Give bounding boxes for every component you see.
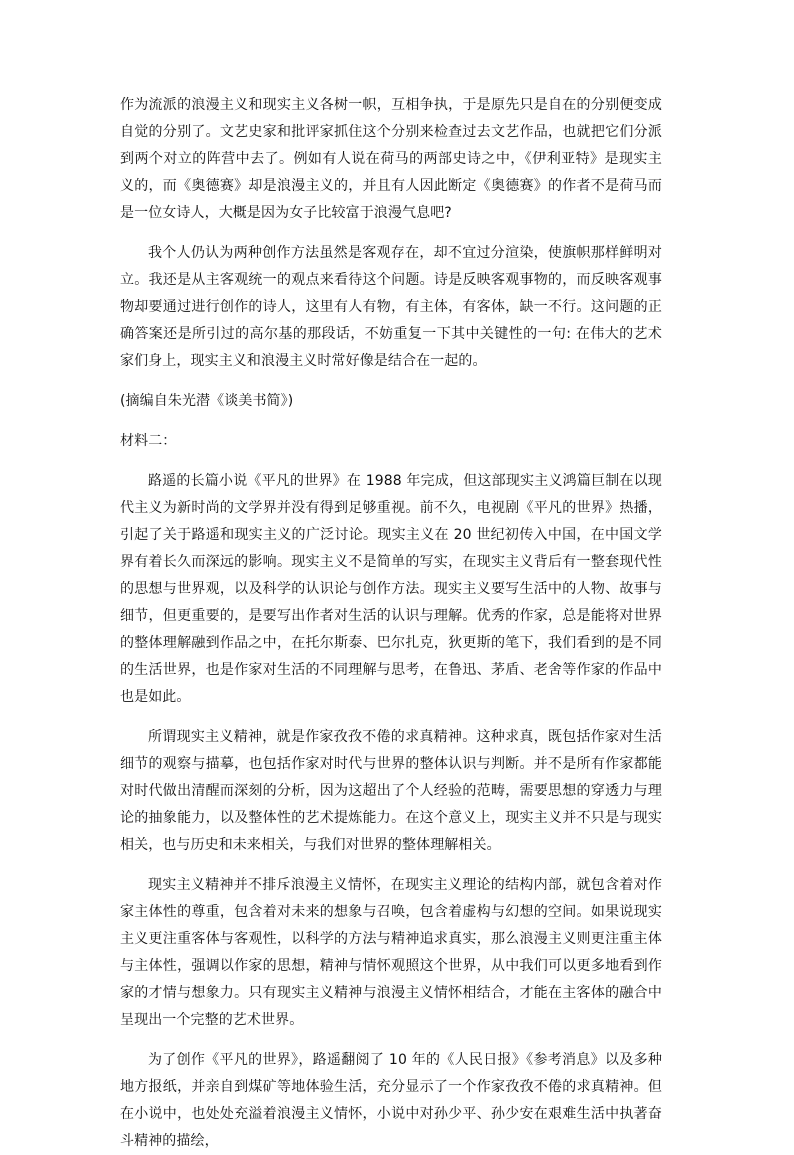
source-citation: (摘编自朱光潜《谈美书简》) [120, 393, 294, 409]
paragraph-4: 所谓现实主义精神，就是作家孜孜不倦的求真精神。这种求真，既包括作家对生活细节的观察与描摹，也包括作家对时代与世界的整体认识与判断。并不是所有作家都能对时代做出清醒而深刻的分析，因为这超出了个人经验的范畴，需要思想的穿透力与理论的抽象能力，以及整体性的艺术提炼能力。在这个意义上，现实主义并不只是与现实相关，也与历史和未来相关，与我们对世界的整体理解相关。 [120, 729, 662, 853]
paragraph-3: 路遥的长篇小说《平凡的世界》在 1988 年完成，但这部现实主义鸿篇巨制在以现代主义为新时尚的文学界并没有得到足够重视。前不久，电视剧《平凡的世界》热播，引起了关于路遥和现实主义的广泛讨论。现实主义在 20 世纪初传入中国，在中国文学界有着长久而深远的影响。现实主义不是简单的写实，在现实主义背后有一整套现代性的思想与世界观，以及科学的认识论与创作方法。现实主义要写生活中的人物、故事与细节，但更重要的，是要写出作者对生活的认识与理解。优秀的作家，总是能将对世界的整体理解融到作品之中，在托尔斯泰、巴尔扎克，狄更斯的笔下，我们看到的是不同的生活世界，也是作家对生活的不同理解与思考，在鲁迅、茅盾、老舍等作家的作品中也是如此。 [120, 473, 662, 705]
paragraph-2: 我个人仍认为两种创作方法虽然是客观存在，却不宜过分渲染，使旗帜那样鲜明对立。我还是从主客观统一的观点来看待这个问题。诗是反映客观事物的，而反映客观事物却要通过进行创作的诗人，这里有人有物，有主体，有客体，缺一不行。这问题的正确答案还是所引过的高尔基的那段话，不妨重复一下其中关键性的一句: 在伟大的艺术家们身上，现实主义和浪漫主义时常好像是结合在一起的。 [120, 245, 662, 369]
paragraph-6: 为了创作《平凡的世界》，路遥翻阅了 10 年的《人民日报》《参考消息》以及多种地方报纸，并亲自到煤矿等地体验生活，充分显示了一个作家孜孜不倦的求真精神。但在小说中，也处处充溢着浪漫主义情怀，小说中对孙少平、孙少安在艰难生活中执著奋斗精神的描绘， [120, 1052, 662, 1149]
section-heading-material-2: 材料二： [120, 433, 177, 449]
document-page [120, 92, 662, 1155]
paragraph-1: 作为流派的浪漫主义和现实主义各树一帜，互相争执，于是原先只是自在的分别便变成自觉的分别了。文艺史家和批评家抓住这个分别来检查过去文艺作品，也就把它们分派到两个对立的阵营中去了。例如有人说在荷马的两部史诗之中，《伊利亚特》是现实主义的，而《奥德赛》却是浪漫主义的，并且有人因此断定《奥德赛》的作者不是荷马而是一位女诗人，大概是因为女子比较富于浪漫气息吧? [120, 97, 662, 221]
paragraph-5: 现实主义精神并不排斥浪漫主义情怀，在现实主义理论的结构内部，就包含着对作家主体性的尊重，包含着对未来的想象与召唤，包含着虚构与幻想的空间。如果说现实主义更注重客体与客观性，以科学的方法与精神追求真实，那么浪漫主义则更注重主体与主体性，强调以作家的思想，精神与情怀观照这个世界，从中我们可以更多地看到作家的才情与想象力。只有现实主义精神与浪漫主义情怀相结合，才能在主客体的融合中呈现出一个完整的艺术世界。 [120, 877, 662, 1028]
